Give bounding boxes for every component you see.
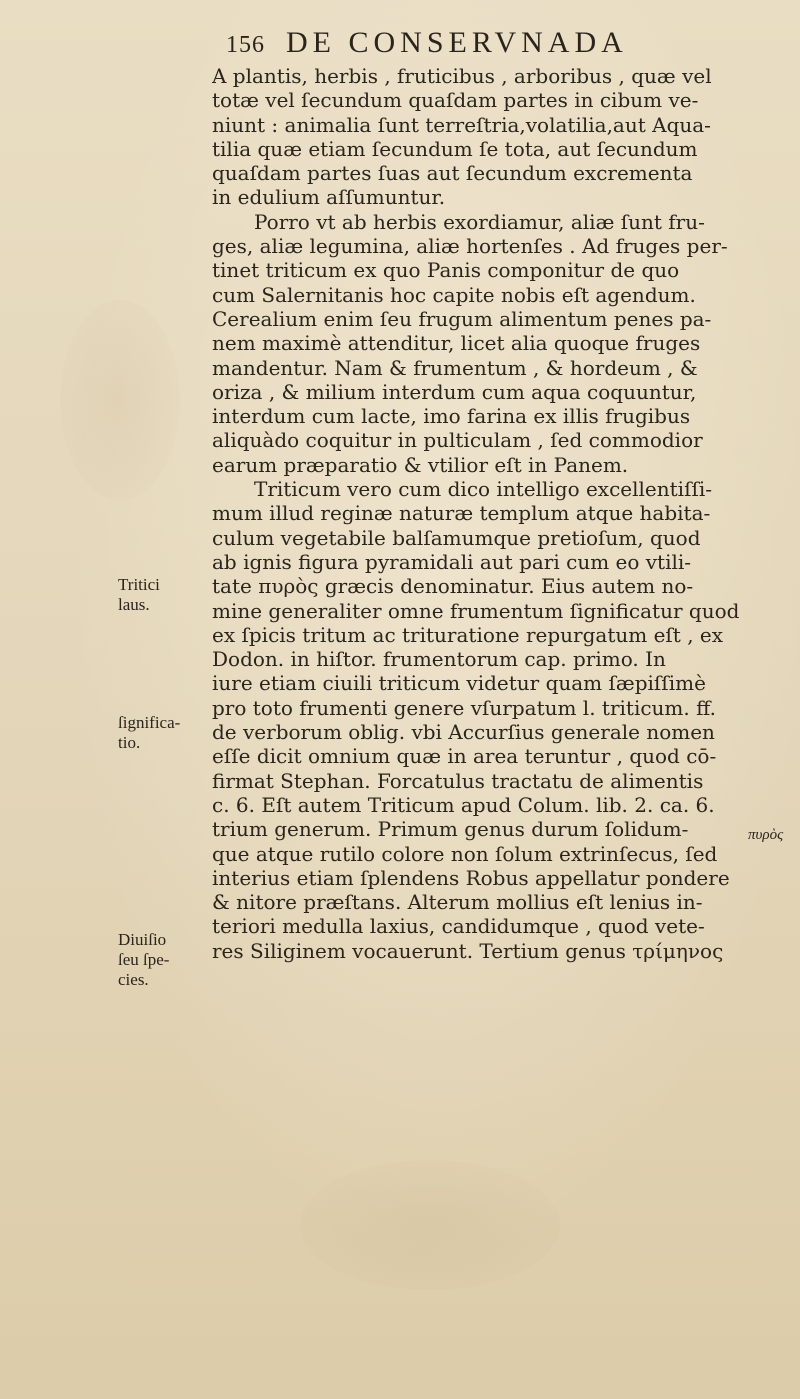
text-line: res Siliginem vocauerunt. Tertium genus τρίμηνος (212, 938, 724, 963)
text-line: culum vegetabile balſamumque pretioſum, quod (212, 525, 701, 550)
margin-note-line: laus. (118, 595, 150, 614)
body-text (212, 64, 794, 963)
page-number: 156 (226, 32, 265, 58)
text-line: tilia quæ etiam ſecundum ſe tota, aut ſecundum (212, 136, 698, 161)
text-line: tinet triticum ex quo Panis componitur de quo (212, 258, 680, 283)
text-line: firmat Stephan. Forcatulus tractatu de alimentis (212, 768, 704, 793)
text-line: cum Salernitanis hoc capite nobis eſt agendum. (212, 282, 696, 307)
margin-note-line: cies. (118, 970, 149, 989)
text-line: A plantis, herbis , fruticibus , arboribus , quæ vel (212, 64, 712, 88)
text-line: nem maximè attenditur, licet alia quoque fruges (212, 331, 701, 356)
text-line: pro toto frumenti genere vſurpatum l. triticum. ff. (212, 695, 716, 720)
text-line: ges, aliæ legumina, aliæ hortenſes . Ad fruges per- (212, 234, 728, 259)
text-line: ex ſpicis tritum ac trituratione repurgatum eſt , ex (212, 622, 724, 647)
margin-note-line: Tritici (118, 575, 160, 594)
text-line: niunt : animalia ſunt terreſtria,volatilia,aut Aqua- (212, 112, 711, 137)
text-line: c. 6. Eſt autem Triticum apud Colum. lib. 2. ca. 6. (212, 792, 715, 817)
running-title: DE CONSERVNADA (286, 26, 628, 59)
margin-note-line: tio. (118, 733, 141, 752)
text-line: teriori medulla laxius, candidumque , quod vete- (212, 914, 705, 939)
margin-note-tritici-laus (118, 575, 210, 615)
text-line: eſſe dicit omnium quæ in area teruntur , quod cō- (212, 744, 717, 769)
paper-stain (60, 300, 180, 500)
text-line: totæ vel ſecundum quaſdam partes in cibum ve- (212, 88, 699, 113)
text-line: Dodon. in hiſtor. frumentorum cap. primo. In (212, 647, 666, 672)
text-line: Cerealium enim ſeu frugum alimentum penes pa- (212, 306, 712, 331)
text-line: tate πυρὸς græcis denominatur. Eius autem no- (212, 574, 694, 599)
margin-note-line: Diuiſio (118, 930, 167, 949)
margin-note-line: ſignifica- (118, 713, 181, 732)
text-line: oriza , & milium interdum cum aqua coquuntur, (212, 379, 697, 404)
text-line: in edulium aſſumuntur. (212, 185, 446, 210)
text-line: mandentur. Nam & frumentum , & hordeum , & (212, 355, 698, 380)
paper-stain (300, 1160, 560, 1290)
text-line: mum illud reginæ naturæ templum atque habita- (212, 501, 711, 526)
text-line: quaſdam partes ſuas aut ſecundum excrementa (212, 161, 693, 186)
text-line: Triticum vero cum dico intelligo excellentiſſi- (254, 477, 713, 502)
margin-note-diuisio (118, 930, 210, 990)
text-line: interdum cum lacte, imo farina ex illis frugibus (212, 404, 691, 429)
text-line: interius etiam ſplendens Robus appellatur pondere (212, 865, 730, 890)
text-line: trium generum. Primum genus durum ſolidum- (212, 817, 689, 842)
text-line: que atque rutilo colore non ſolum extrinſecus, ſed (212, 841, 718, 866)
text-line: Porro vt ab herbis exordiamur, aliæ ſunt fru- (254, 209, 705, 234)
text-line: iure etiam ciuili triticum videtur quam ſæpiſſimè (212, 671, 706, 696)
text-line: de verborum oblig. vbi Accurſius generale nomen (212, 720, 715, 745)
margin-note-line: ſeu ſpe- (118, 950, 170, 969)
catchword: πυρὸς (748, 827, 784, 843)
text-line: mine generaliter omne frumentum ſignificatur quod (212, 598, 740, 623)
text-line: & nitore præſtans. Alterum mollius eſt lenius in- (212, 890, 703, 915)
text-line: ab ignis figura pyramidali aut pari cum eo vtili- (212, 549, 692, 574)
text-line: aliquàdo coquitur in pulticulam , ſed commodior (212, 428, 703, 453)
margin-note-significatio (118, 713, 210, 753)
text-line: earum præparatio & vtilior eſt in Panem. (212, 452, 629, 477)
